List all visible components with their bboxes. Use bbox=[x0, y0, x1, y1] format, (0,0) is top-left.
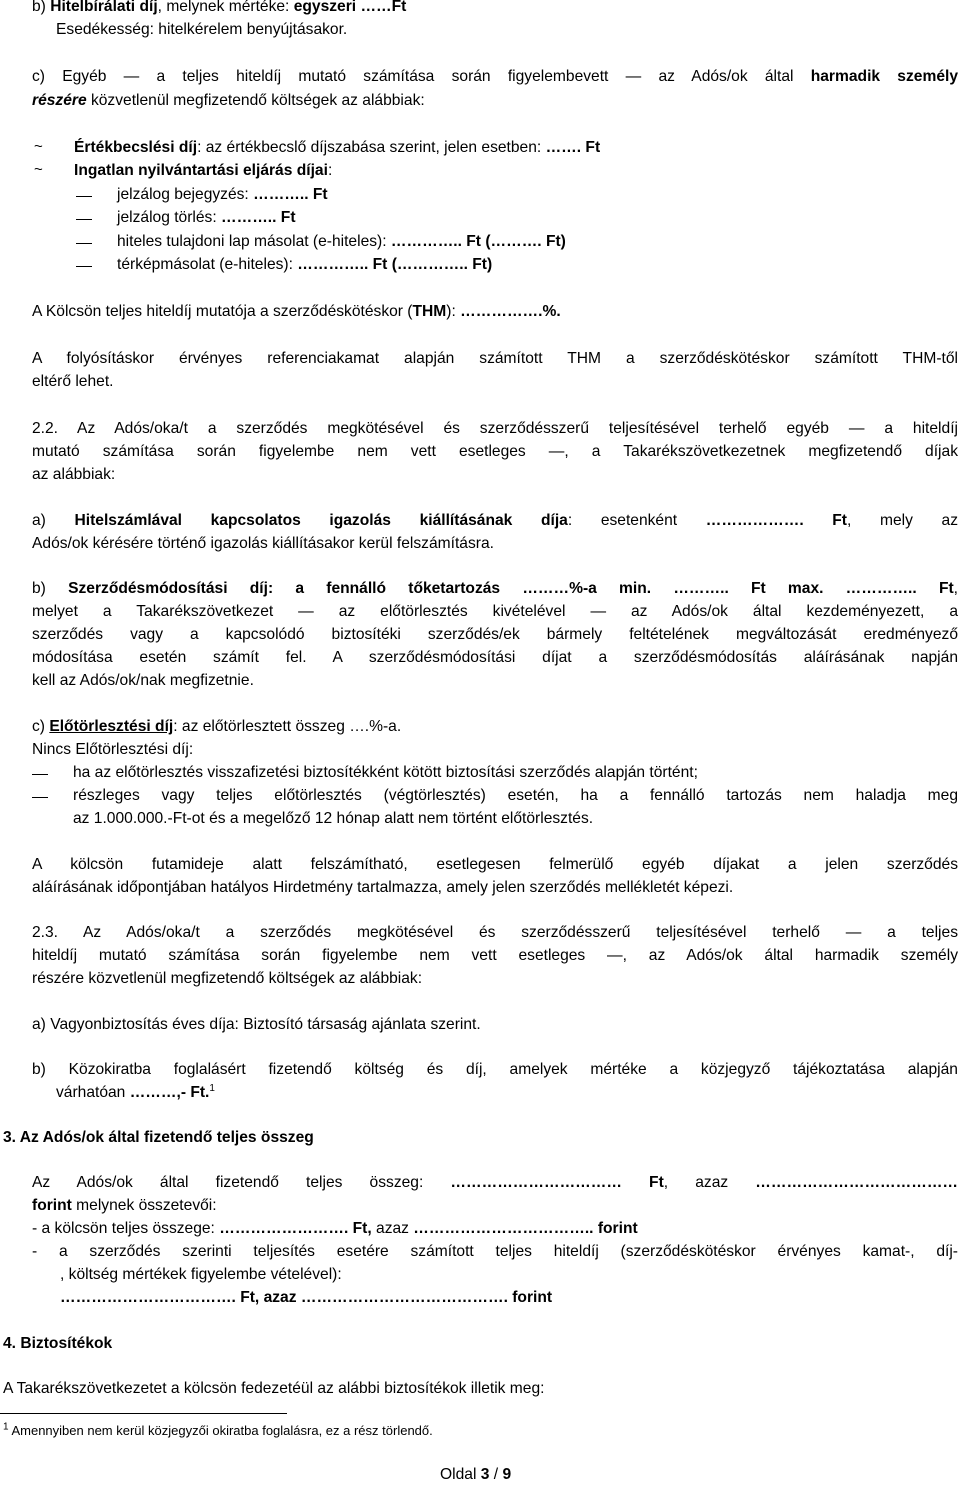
page-number bbox=[440, 1464, 511, 1487]
text: : az értékbecslő díjszabása szerint, jelen esetben: bbox=[197, 139, 546, 156]
section-2-2-line-2: mutató számítása során figyelembe nem vett esetleges —, a Takarékszövetkezetnek megfizetendő díjak bbox=[32, 443, 958, 460]
section-3-heading: 3. Az Adós/ok által fizetendő teljes összeg bbox=[3, 1129, 314, 1146]
section-2-2-line-3: az alábbiak: bbox=[32, 466, 116, 483]
text: várhatóan bbox=[56, 1084, 130, 1101]
list-item bbox=[117, 231, 566, 254]
text: - a kölcsön teljes összege: bbox=[32, 1220, 220, 1237]
text: : bbox=[327, 162, 333, 179]
modification-fee-line-3: szerződés vagy a kapcsolódó biztosítéki szerződés/ek bármely feltételének megváltozását eredményező bbox=[32, 626, 958, 643]
item-label: hiteles tulajdoni lap másolat (e-hiteles): bbox=[117, 233, 391, 250]
tilde-bullet-icon: ~ bbox=[34, 161, 43, 178]
page-label: Oldal bbox=[440, 1466, 481, 1483]
dash-bullet-icon bbox=[32, 797, 48, 798]
modification-fee-line-4: módosítása esetén számít fel. A szerződésmódosítási díjat a szerződésmódosítás aláírásának napján bbox=[32, 649, 958, 666]
modification-fee-line-5: kell az Adós/ok/nak megfizetnie. bbox=[32, 672, 254, 689]
certificate-fee-line-2: Adós/ok kérésére történő igazolás kiállításakor kerül felszámításra. bbox=[32, 535, 494, 552]
notary-fee-line-2 bbox=[56, 1082, 215, 1105]
dash-bullet-icon bbox=[32, 774, 48, 775]
recipient-bold: részére bbox=[32, 92, 87, 109]
fee-text: , melynek mértéke: bbox=[157, 0, 294, 15]
current-page: 3 bbox=[480, 1466, 490, 1483]
loan-amount-words: …………………………….. forint bbox=[413, 1220, 638, 1237]
list-item-continued: az 1.000.000.-Ft-ot és a megelőző 12 hónap alatt nem történt előtörlesztés. bbox=[73, 810, 594, 827]
page-separator: / bbox=[489, 1466, 503, 1483]
appraisal-fee-label: Értékbecslési díj bbox=[74, 139, 198, 156]
footnote-mark: 1 bbox=[3, 1421, 9, 1433]
list-item bbox=[117, 207, 296, 230]
notary-fee-value: ………,- Ft. bbox=[129, 1084, 210, 1101]
section-2-3-line-3: részére közvetlenül megfizetendő költségek az alábbiak: bbox=[32, 970, 423, 987]
total-amount-line bbox=[32, 1172, 958, 1195]
item-label: jelzálog törlés: bbox=[117, 209, 222, 226]
total-credit-cost-value: ……………………………. Ft, azaz …………………………………. forint bbox=[60, 1289, 553, 1306]
prepayment-fee-label: Előtörlesztési díj bbox=[49, 718, 174, 735]
property-insurance-line: a) Vagyonbiztosítás éves díja: Biztosító társaság ajánlata szerint. bbox=[32, 1016, 481, 1033]
notary-fee-line-1: b) Közokiratba foglalásért fizetendő költség és díj, amelyek mértéke a közjegyző tájékoztatása alapján bbox=[32, 1061, 958, 1078]
text: ): bbox=[446, 303, 461, 320]
text: , azaz bbox=[663, 1174, 756, 1191]
list-prefix: c) bbox=[32, 718, 50, 735]
text: , bbox=[953, 580, 959, 597]
other-costs-line-2 bbox=[32, 90, 425, 113]
tilde-bullet-icon: ~ bbox=[34, 138, 43, 155]
thm-note-line-1: A folyósításkor érvényes referenciakamat alapján számított THM a szerződéskötéskor számított THM-től bbox=[32, 350, 958, 367]
modification-fee-line-2: melyet a Takarékszövetkezet — az előtörlesztés kivételével — az Adós/ok által kezdeményezett, a bbox=[32, 603, 958, 620]
other-costs-line-1 bbox=[32, 66, 958, 89]
list-prefix: b) bbox=[32, 0, 51, 15]
footnote-ref: 1 bbox=[209, 1082, 215, 1094]
appraisal-fee-value: ……. Ft bbox=[545, 139, 601, 156]
footnote-separator bbox=[0, 1413, 287, 1414]
footnote-text: Amennyiben nem kerül közjegyzői okiratba foglalásra, ez a rész törlendő. bbox=[11, 1423, 433, 1438]
item-label: térképmásolat (e-hiteles): bbox=[117, 256, 298, 273]
text: A Kölcsön teljes hiteldíj mutatója a szerződéskötéskor ( bbox=[32, 303, 413, 320]
thm-abbr: THM bbox=[412, 303, 447, 320]
certificate-fee-line bbox=[32, 510, 958, 533]
other-fees-line-1: A kölcsön futamideje alatt felszámítható, esetlegesen felmerülő egyéb díjakat a jelen szerződés bbox=[32, 856, 958, 873]
item-label: jelzálog bejegyzés: bbox=[117, 186, 254, 203]
third-party-bold: harmadik személy bbox=[810, 68, 958, 85]
section-2-3-line-2: hiteldíj mutató számítása során figyelembe nem vett esetleges —, az Adós/ok által harmadik személy bbox=[32, 947, 958, 964]
text: : esetenként bbox=[567, 512, 706, 529]
registry-fees-label: Ingatlan nyilvántartási eljárás díjai bbox=[74, 162, 328, 179]
footnote bbox=[3, 1420, 433, 1443]
text: melynek összetevői: bbox=[71, 1197, 217, 1214]
total-credit-cost-line-1: - a szerződés szerinti teljesítés esetére számított teljes hiteldíj (szerződéskötéskor érvényes kamat-, díj- bbox=[32, 1243, 958, 1260]
loan-assessment-fee-value: egyszeri ……Ft bbox=[293, 0, 407, 15]
thm-line bbox=[32, 301, 561, 324]
section-2-2-line-1: 2.2. Az Adós/oka/t a szerződés megkötésével és szerződésszerű teljesítésével terhelő egyéb — a hiteldíj bbox=[32, 420, 958, 437]
loan-amount-value: ……………………. Ft, bbox=[219, 1220, 372, 1237]
section-4-heading: 4. Biztosítékok bbox=[3, 1335, 113, 1352]
modification-fee-line bbox=[32, 578, 958, 601]
certificate-fee-label: Hitelszámlával kapcsolatos igazolás kiállításának díja bbox=[74, 512, 568, 529]
loan-assessment-fee-label: Hitelbírálati díj bbox=[50, 0, 158, 15]
list-prefix: b) bbox=[32, 580, 69, 597]
text: azaz bbox=[371, 1220, 414, 1237]
list-item bbox=[117, 254, 492, 277]
dash-bullet-icon bbox=[76, 266, 92, 267]
thm-value: …………….%. bbox=[460, 303, 561, 320]
loan-assessment-fee-line bbox=[32, 0, 406, 19]
section-2-3-line-1: 2.3. Az Adós/oka/t a szerződés megkötésével és szerződésszerű teljesítésével terhelő — a teljes bbox=[32, 924, 958, 941]
dash-bullet-icon bbox=[76, 219, 92, 220]
total-amount-words: ………………………………… bbox=[755, 1174, 958, 1191]
modification-fee-label: Szerződésmódosítási díj: a fennálló tőketartozás ………%-a min. ……….. Ft max. ………….. Ft bbox=[68, 580, 954, 597]
list-item: ha az előtörlesztés visszafizetési biztosítékként kötött biztosítási szerződés alapján történt; bbox=[73, 764, 698, 781]
total-pages: 9 bbox=[502, 1466, 512, 1483]
list-item bbox=[117, 184, 328, 207]
total-credit-cost-line-2: , költség mértékek figyelembe vételével): bbox=[60, 1266, 342, 1283]
text: közvetlenül megfizetendő költségek az alábbiak: bbox=[86, 92, 425, 109]
list-item: részleges vagy teljes előtörlesztés (végtörlesztés) esetén, ha a fennálló tartozás nem haladja meg bbox=[73, 787, 958, 804]
dash-bullet-icon bbox=[76, 196, 92, 197]
text: c) Egyéb — a teljes hiteldíj mutató számítása során figyelembevett — az Adós/ok által bbox=[32, 68, 811, 85]
thm-note-line-2: eltérő lehet. bbox=[32, 373, 114, 390]
fee-due-text: Esedékesség: hitelkérelem benyújtásakor. bbox=[56, 21, 348, 38]
loan-amount-line bbox=[32, 1218, 638, 1241]
forint-bold: forint bbox=[32, 1197, 72, 1214]
list-prefix: a) bbox=[32, 512, 75, 529]
no-prepayment-fee-heading: Nincs Előtörlesztési díj: bbox=[32, 741, 194, 758]
text: , mely az bbox=[847, 512, 959, 529]
item-value: ………….. Ft (………. Ft) bbox=[390, 233, 566, 250]
item-value: ……….. Ft bbox=[253, 186, 328, 203]
securities-text: A Takarékszövetkezetet a kölcsön fedezetéül az alábbi biztosítékok illetik meg: bbox=[3, 1380, 545, 1397]
text: : az előtörlesztett összeg ….%-a. bbox=[173, 718, 402, 735]
registry-fees-line bbox=[74, 160, 332, 183]
other-fees-line-2: aláírásának időpontjában hatályos Hirdetmény tartalmazza, amely jelen szerződés mellékletét képezi. bbox=[32, 879, 734, 896]
total-amount-line-2 bbox=[32, 1195, 217, 1218]
certificate-fee-value: ………………. Ft bbox=[705, 512, 848, 529]
appraisal-fee-line bbox=[74, 137, 600, 160]
item-value: ……….. Ft bbox=[221, 209, 296, 226]
item-value: ………….. Ft (………….. Ft) bbox=[297, 256, 493, 273]
dash-bullet-icon bbox=[76, 243, 92, 244]
text: Az Adós/ok által fizetendő teljes összeg: bbox=[32, 1174, 451, 1191]
prepayment-fee-line bbox=[32, 716, 401, 739]
total-amount-value: …………………………… Ft bbox=[450, 1174, 664, 1191]
